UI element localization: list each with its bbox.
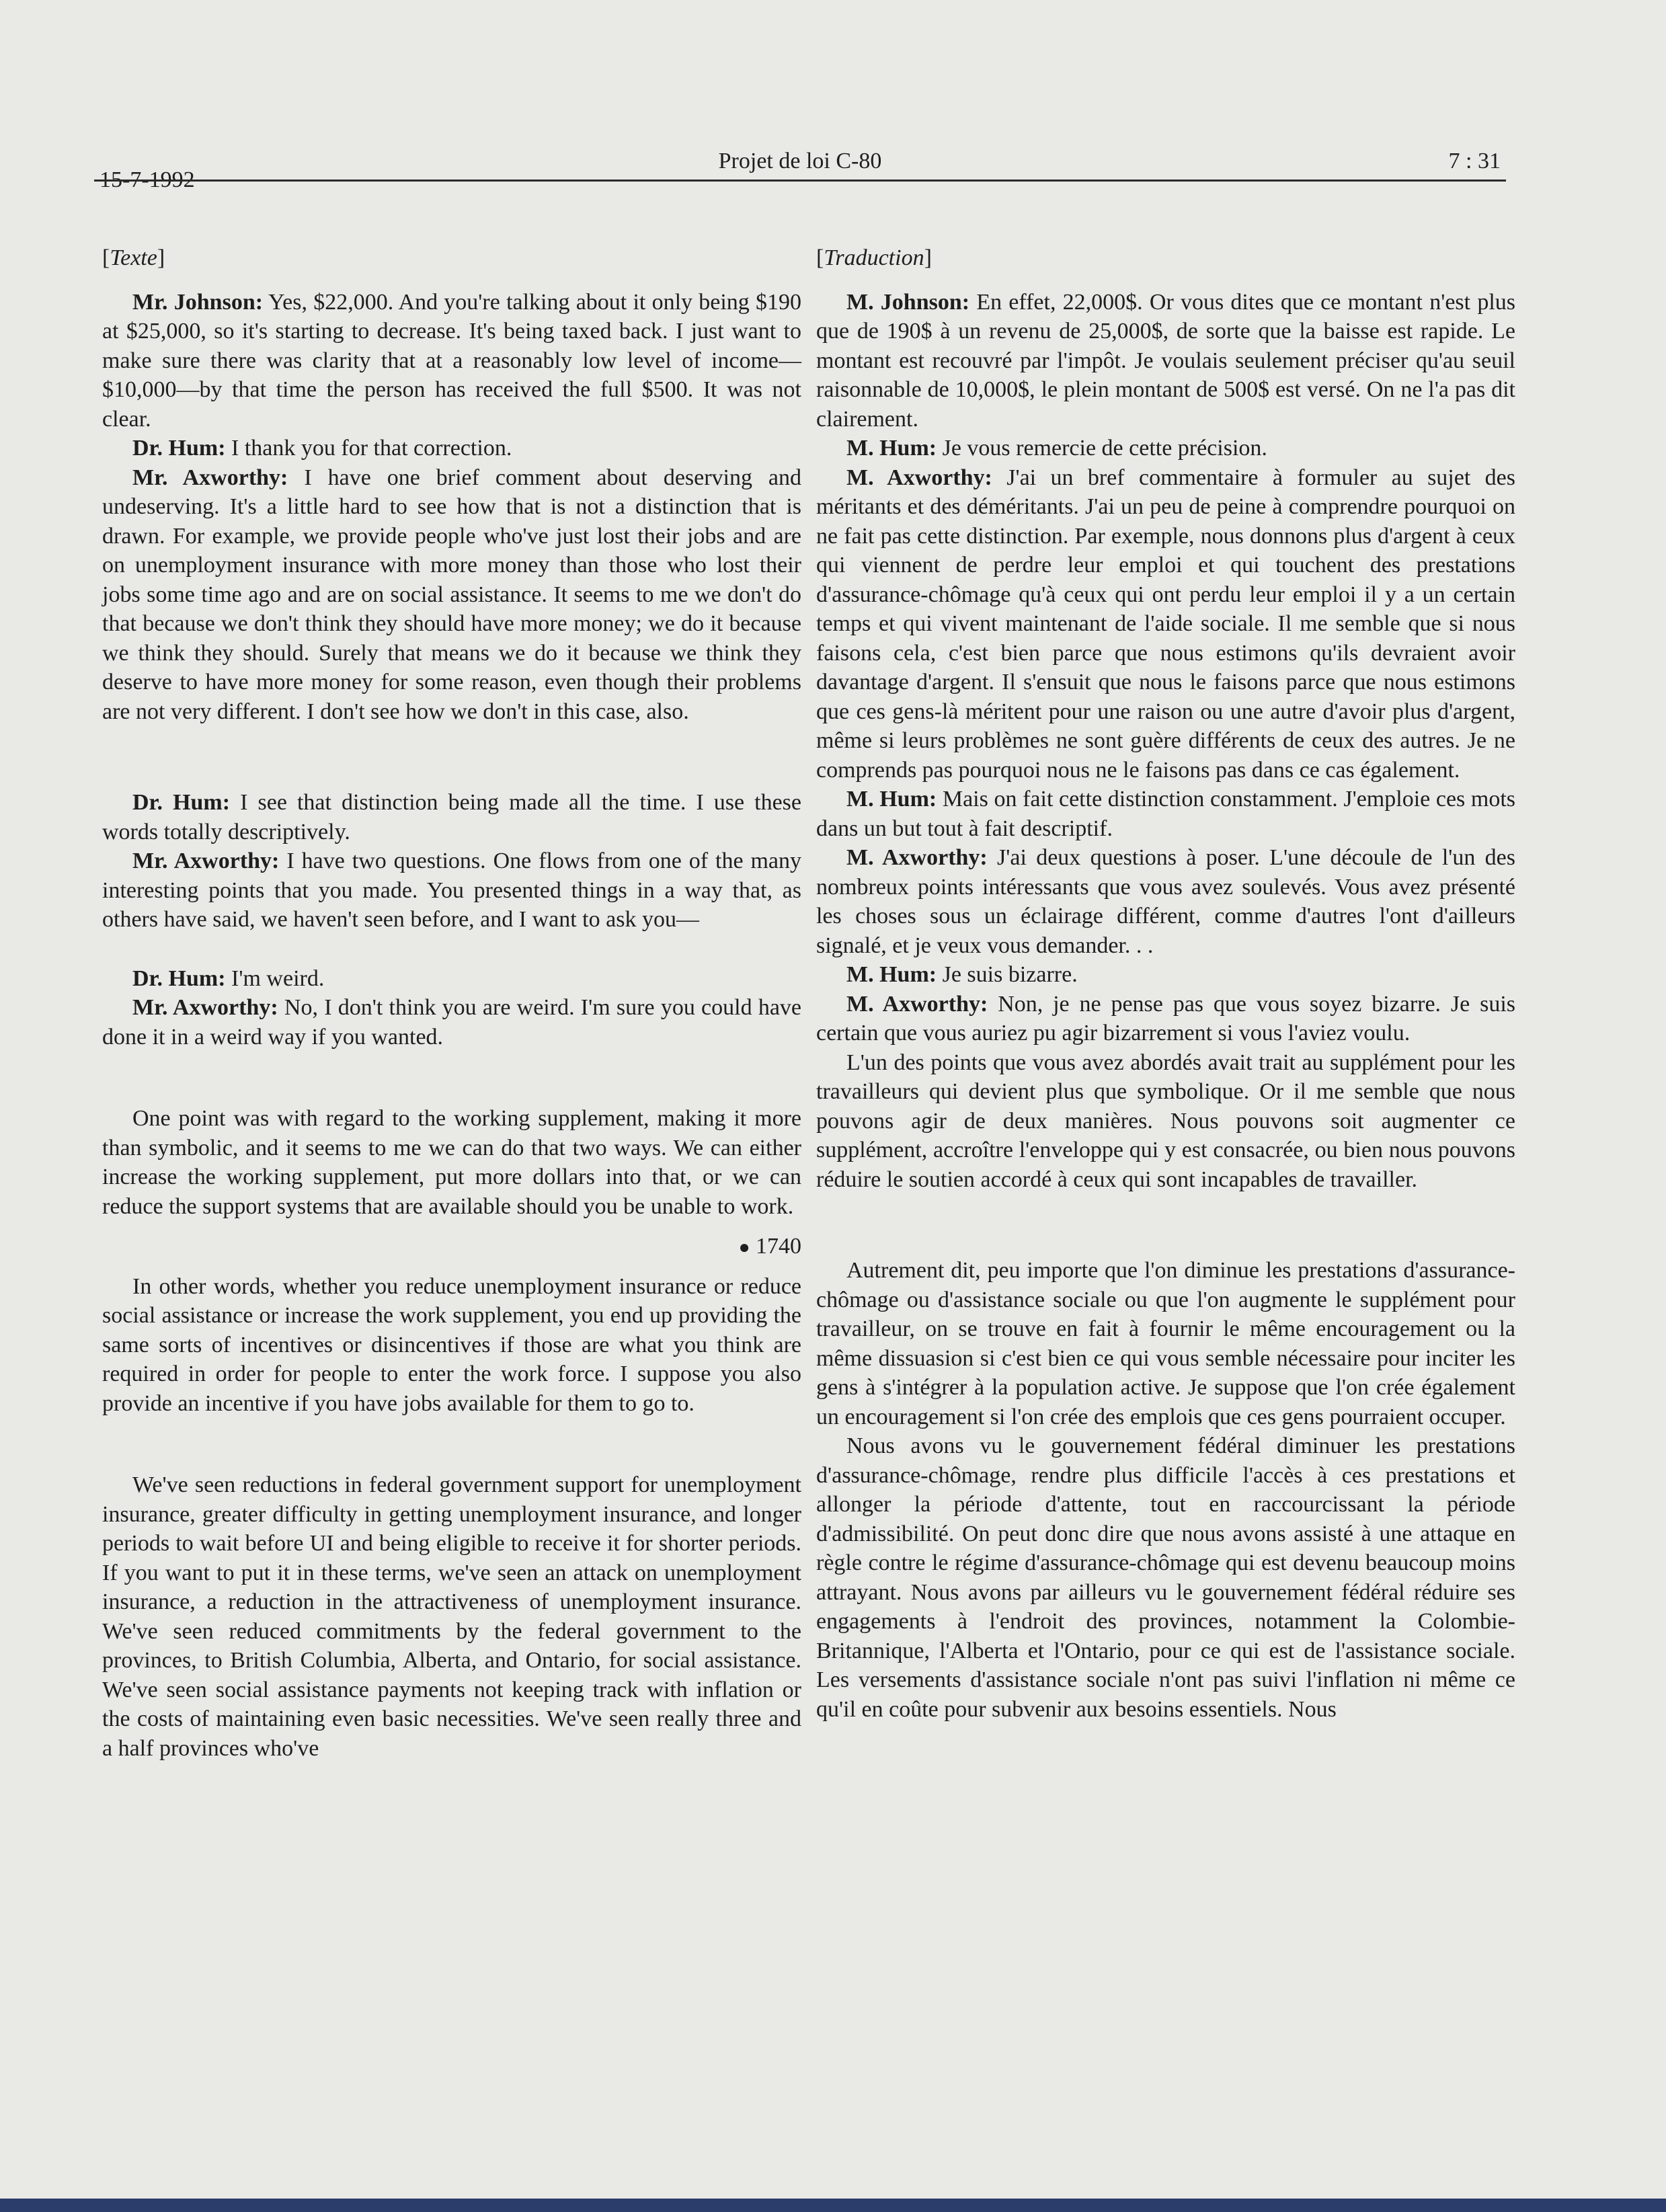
speaker-name: M. Axworthy: <box>846 465 992 490</box>
paragraph <box>816 785 1515 843</box>
speech-text: I have one brief comment about deserving and undeserving. It's a little hard to see how that is not a distinction that is drawn. For example, we provide people who've just lost their jobs and are on unemployment insurance with more money than those who lost their jobs some time ago and are on social assistance. It seems to me we don't do that because we don't think they should have more money; we do it because we think they should. Surely that means we do it because we think they deserve to have more money for some reason, even though their problems are not very different. I don't see how we don't in this case, also. <box>102 465 802 724</box>
speech-text: I have two questions. One flows from one of the many interesting points that you made. You presented things in a way that, as others have said, we haven't seen before, and I want to ask you— <box>102 848 802 932</box>
english-column <box>102 243 801 1763</box>
paragraph <box>102 463 801 727</box>
paragraph <box>816 434 1515 463</box>
speech-text: No, I don't think you are weird. I'm sure you could have done it in a weird way if you wanted. <box>102 995 801 1050</box>
french-column <box>816 243 1515 1724</box>
column-label: [Texte] <box>102 245 165 270</box>
speech-text: Mais on fait cette distinction constamment. J'emploie ces mots dans un but tout à fait descriptif. <box>816 787 1516 841</box>
column-label: [Traduction] <box>816 245 932 270</box>
paragraph <box>102 993 801 1052</box>
binding-edge <box>0 2199 1666 2212</box>
header-rule <box>94 180 1506 182</box>
paragraph <box>816 288 1515 434</box>
speaker-name: M. Johnson: <box>846 289 970 315</box>
speaker-name: Mr. Axworthy: <box>132 848 280 873</box>
speech-text: Je suis bizarre. <box>942 962 1078 987</box>
paragraph <box>816 463 1515 785</box>
speaker-name: Dr. Hum: <box>132 965 226 991</box>
speaker-name: Dr. Hum: <box>132 790 231 815</box>
speaker-name: M. Hum: <box>846 787 937 812</box>
speech-text: Je vous remercie de cette précision. <box>942 436 1267 461</box>
speaker-name: Mr. Axworthy: <box>132 465 288 490</box>
header-page-number: 7 : 31 <box>1448 149 1501 173</box>
speech-text: Non, je ne pense pas que vous soyez bizarre. Je suis certain que vous auriez pu agir bizarrement si vous l'aviez voulu. <box>816 991 1516 1045</box>
paragraph <box>816 843 1515 960</box>
speech-text: Yes, $22,000. And you're talking about it only being $190 at $25,000, so it's starting to decrease. It's being taxed back. I just want to make sure there was clarity that at a reasonably low level of income—$10,000—by that time the person has received the full $500. It was not clear. <box>102 289 801 432</box>
paragraph: L'un des points que vous avez abordés avait trait au supplément pour les travailleurs qui devient plus que symbolique. Or il me semble que nous pouvons agir de deux manières. Nous pouvons soit augmenter ce supplément, accroître l'enveloppe qui y est consacrée, ou bien nous pouvons réduire le soutien accordé à ceux qui sont incapables de travailler. <box>816 1050 1515 1192</box>
paragraph: In other words, whether you reduce unemployment insurance or reduce social assistance or increase the work supplement, you end up providing the same sorts of incentives or disincentives if those are what you think are required in order for people to enter the work force. I suppose you also provide an incentive if you have jobs available for them to go to. <box>102 1273 801 1416</box>
speaker-name: Mr. Johnson: <box>132 289 264 315</box>
header-title: Projet de loi C-80 <box>718 149 882 173</box>
paragraph <box>102 288 801 434</box>
header-date: 15-7-1992 <box>100 167 195 192</box>
speech-text: I see that distinction being made all the time. I use these words totally descriptively. <box>102 790 801 844</box>
bullet-icon: ● <box>738 1237 750 1258</box>
paragraph <box>102 788 801 846</box>
paragraph: We've seen reductions in federal government support for unemployment insurance, greater difficulty in getting unemployment insurance, and longer periods to wait before UI and being eligible to receive it for shorter periods. If you want to put it in these terms, we've seen an attack on unemployment insurance, a reduction in the attractiveness of unemployment insurance. We've seen reduced commitments by the federal government to the provinces, to British Columbia, Alberta, and Ontario, for social assistance. We've seen social assistance payments not keeping track with inflation or the costs of maintaining even basic necessities. We've seen really three and a half provinces who've <box>102 1472 801 1761</box>
paragraph: Nous avons vu le gouvernement fédéral diminuer les prestations d'assurance-chômage, rendre plus difficile l'accès à ces prestations et allonger la période d'attente, tout en raccourcissant la période d'admissibilité. On peut donc dire que nous avons assisté à une attaque en règle contre le régime d'assurance-chômage qui est devenu beaucoup moins attrayant. Nous avons par ailleurs vu le gouvernement fédéral réduire ses engagements à l'endroit des provinces, notamment la Colombie-Britannique, l'Alberta et l'Ontario, pour ce qui est de l'assistance sociale. Les versements d'assistance sociale n'ont pas suivi l'inflation ni même ce qu'il en coûte pour subvenir aux besoins essentiels. Nous <box>816 1433 1515 1722</box>
paragraph <box>102 964 801 994</box>
speech-text: J'ai un bref commentaire à formuler au sujet des méritants et des déméritants. J'ai un peu de peine à comprendre pourquoi on ne fait pas cette distinction. Par exemple, nous donnons plus d'argent à ceux qui viennent de perdre leur emploi et qui touchent des prestations d'assurance-chômage qu'à ceux qui ont perdu leur emploi il y a un certain temps et qui vivent maintenant de l'aide sociale. Il me semble que si nous faisons cela, c'est bien parce que nous estimons qu'ils devraient avoir davantage d'argent. Il s'ensuit que nous le faisons parce que nous estimons que ces gens-là méritent pour une raison ou une autre d'avoir plus d'argent, même si leurs problèmes ne sont guère différents de ceux des autres. Je ne comprends pas pourquoi nous ne le faisons pas dans ce cas également. <box>816 465 1515 783</box>
speech-text: J'ai deux questions à poser. L'une découle de l'un des nombreux points intéressants que vous avez soulevés. Vous avez présenté les choses sous un éclairage différent, comme d'autres l'ont d'ailleurs signalé, et je veux vous demander. . . <box>816 845 1516 958</box>
speaker-name: M. Axworthy: <box>846 845 988 870</box>
speaker-name: M. Hum: <box>846 436 937 461</box>
speech-text: I thank you for that correction. <box>231 436 512 461</box>
speaker-name: Mr. Axworthy: <box>132 995 278 1020</box>
speaker-name: Dr. Hum: <box>132 436 226 461</box>
time-marker: ● 1740 <box>738 1234 801 1259</box>
speaker-name: M. Axworthy: <box>846 991 988 1017</box>
paragraph <box>816 960 1515 990</box>
speaker-name: M. Hum: <box>846 962 937 987</box>
page-header <box>94 145 1506 192</box>
paragraph: Autrement dit, peu importe que l'on diminue les prestations d'assurance-chômage ou d'assistance sociale ou que l'on augmente le supplément pour travailleur, on se trouve en fait à fournir le même encouragement ou la même dissuasion si c'est bien ce qui vous semble nécessaire pour inciter les gens à s'intégrer à la population active. Je suppose que l'on crée également un encouragement si l'on crée des emplois que ces gens pourraient occuper. <box>816 1258 1515 1429</box>
speech-text: En effet, 22,000$. Or vous dites que ce montant n'est plus que de 190$ à un revenu de 25,000$, de sorte que la baisse est rapide. Le montant est recouvré par l'impôt. Je voulais seulement préciser qu'au seuil raisonnable de 10,000$, le plein montant de 500$ est versé. On ne l'a pas dit clairement. <box>816 289 1515 432</box>
paragraph <box>102 434 801 463</box>
speech-text: I'm weird. <box>231 965 325 991</box>
paragraph <box>816 990 1515 1048</box>
paragraph: One point was with regard to the working supplement, making it more than symbolic, and it seems to me we can do that two ways. We can either increase the working supplement, put more dollars into that, or we can reduce the support systems that are available should you be unable to work. <box>102 1106 801 1219</box>
paragraph <box>102 846 801 935</box>
